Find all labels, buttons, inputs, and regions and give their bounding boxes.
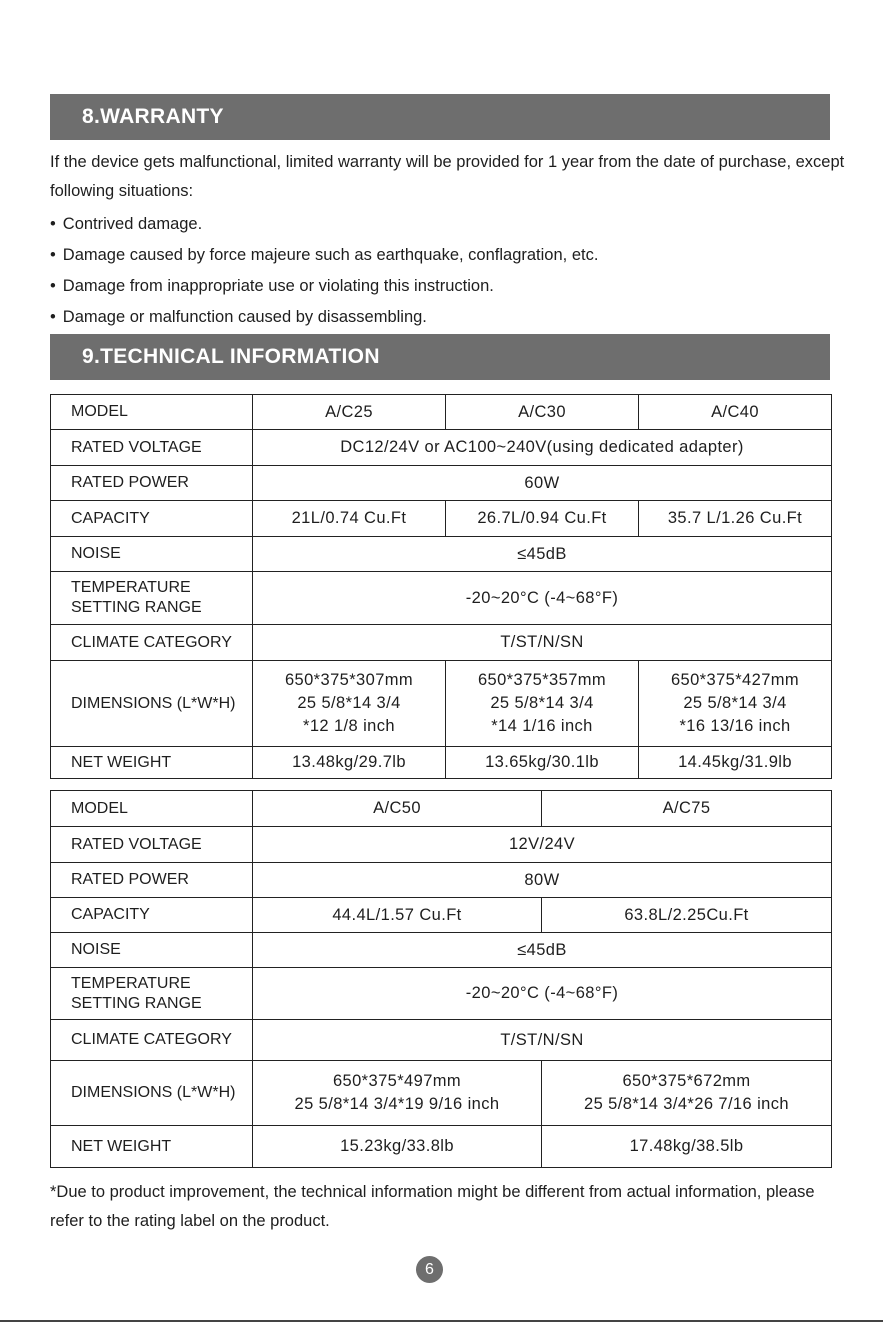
table-row (51, 791, 832, 827)
table-row (51, 466, 832, 501)
model-value: A/C75 (542, 791, 832, 827)
temperature-value: -20~20°C (-4~68°F) (253, 572, 832, 625)
table-row (51, 501, 832, 537)
rated-power-label: RATED POWER (51, 466, 253, 501)
model-label: MODEL (51, 395, 253, 430)
temperature-label-line: TEMPERATURE (71, 974, 191, 992)
model-value: A/C40 (639, 395, 832, 430)
dimensions-value (542, 1061, 832, 1126)
net-weight-value: 13.65kg/30.1lb (446, 747, 639, 779)
net-weight-value: 15.23kg/33.8lb (253, 1126, 542, 1168)
climate-label: CLIMATE CATEGORY (51, 625, 253, 661)
temperature-label-line: SETTING RANGE (71, 599, 202, 616)
table-row (51, 968, 832, 1020)
climate-value: T/ST/N/SN (253, 625, 832, 661)
capacity-value: 26.7L/0.94 Cu.Ft (446, 501, 639, 537)
dimension-line: *12 1/8 inch (303, 717, 395, 735)
page-number-badge (416, 1256, 443, 1283)
noise-value: ≤45dB (253, 933, 832, 968)
model-value: A/C30 (446, 395, 639, 430)
dimension-line: 650*375*307mm (284, 671, 414, 689)
list-item: • Damage from inappropriate use or violating this instruction. (50, 271, 598, 302)
dimensions-value (639, 661, 832, 747)
net-weight-label: NET WEIGHT (51, 1126, 253, 1168)
table-row (51, 572, 832, 625)
table-row (51, 625, 832, 661)
list-item: • Contrived damage. (50, 209, 598, 240)
rated-voltage-label: RATED VOLTAGE (51, 827, 253, 863)
noise-label: NOISE (51, 933, 253, 968)
dimensions-value (253, 1061, 542, 1126)
dimension-line: 650*375*497mm (332, 1072, 462, 1090)
page-number: 6 (425, 1260, 434, 1278)
temperature-label (51, 968, 253, 1020)
dimensions-value (446, 661, 639, 747)
dimension-line: *14 1/16 inch (491, 717, 593, 735)
table-row (51, 933, 832, 968)
net-weight-value: 14.45kg/31.9lb (639, 747, 832, 779)
dimension-line: 650*375*672mm (622, 1072, 751, 1090)
table-row (51, 537, 832, 572)
dimension-line: *16 13/16 inch (679, 717, 791, 735)
capacity-label: CAPACITY (51, 898, 253, 933)
temperature-label (51, 572, 253, 625)
noise-label: NOISE (51, 537, 253, 572)
net-weight-label: NET WEIGHT (51, 747, 253, 779)
net-weight-value: 13.48kg/29.7lb (253, 747, 446, 779)
rated-voltage-value: 12V/24V (253, 827, 832, 863)
table-row (51, 747, 832, 779)
warranty-section-title (50, 94, 830, 140)
rated-voltage-label: RATED VOLTAGE (51, 430, 253, 466)
table-row (51, 395, 832, 430)
capacity-value: 63.8L/2.25Cu.Ft (542, 898, 832, 933)
table-row (51, 1061, 832, 1126)
table-row (51, 827, 832, 863)
capacity-value: 44.4L/1.57 Cu.Ft (253, 898, 542, 933)
table-row (51, 898, 832, 933)
dimension-line: 25 5/8*14 3/4*19 9/16 inch (294, 1095, 500, 1113)
capacity-label: CAPACITY (51, 501, 253, 537)
table-row (51, 863, 832, 898)
temperature-value: -20~20°C (-4~68°F) (253, 968, 832, 1020)
noise-value: ≤45dB (253, 537, 832, 572)
bottom-divider (0, 1320, 883, 1322)
dimension-line: 650*375*357mm (477, 671, 607, 689)
rated-power-label: RATED POWER (51, 863, 253, 898)
dimension-line: 25 5/8*14 3/4 (490, 694, 594, 712)
rated-power-value: 80W (253, 863, 832, 898)
capacity-value: 35.7 L/1.26 Cu.Ft (639, 501, 832, 537)
rated-power-value: 60W (253, 466, 832, 501)
warranty-intro: If the device gets malfunctional, limited warranty will be provided for 1 year from the date of purchase, except following situations: (50, 153, 845, 200)
table-row (51, 661, 832, 747)
table-row (51, 1020, 832, 1061)
dimension-line: 25 5/8*14 3/4 (683, 694, 787, 712)
technical-section-title (50, 334, 830, 380)
footnote: *Due to product improvement, the technical information might be different from actual information, please refer to the rating label on the product. (50, 1183, 815, 1230)
table-row (51, 430, 832, 466)
dimension-line: 25 5/8*14 3/4*26 7/16 inch (584, 1095, 789, 1113)
list-item: • Damage or malfunction caused by disassembling. (50, 302, 598, 333)
dimensions-label: DIMENSIONS (L*W*H) (51, 661, 253, 747)
dimensions-label: DIMENSIONS (L*W*H) (51, 1061, 253, 1126)
dimension-line: 25 5/8*14 3/4 (297, 694, 401, 712)
technical-title-text: 9.TECHNICAL INFORMATION (82, 345, 380, 368)
net-weight-value: 17.48kg/38.5lb (542, 1126, 832, 1168)
list-item: • Damage caused by force majeure such as earthquake, conflagration, etc. (50, 240, 598, 271)
dimensions-value (253, 661, 446, 747)
warranty-exclusions-list (50, 209, 598, 333)
climate-value: T/ST/N/SN (253, 1020, 832, 1061)
rated-voltage-value: DC12/24V or AC100~240V(using dedicated adapter) (253, 430, 832, 466)
model-value: A/C25 (253, 395, 446, 430)
climate-label: CLIMATE CATEGORY (51, 1020, 253, 1061)
spec-table-1 (50, 394, 832, 779)
temperature-label-line: SETTING RANGE (71, 994, 202, 1012)
temperature-label-line: TEMPERATURE (71, 579, 191, 596)
model-label: MODEL (51, 791, 253, 827)
spec-table-2 (50, 790, 832, 1168)
model-value: A/C50 (253, 791, 542, 827)
warranty-title-text: 8.WARRANTY (82, 105, 224, 128)
table-row (51, 1126, 832, 1168)
dimension-line: 650*375*427mm (670, 671, 800, 689)
capacity-value: 21L/0.74 Cu.Ft (253, 501, 446, 537)
